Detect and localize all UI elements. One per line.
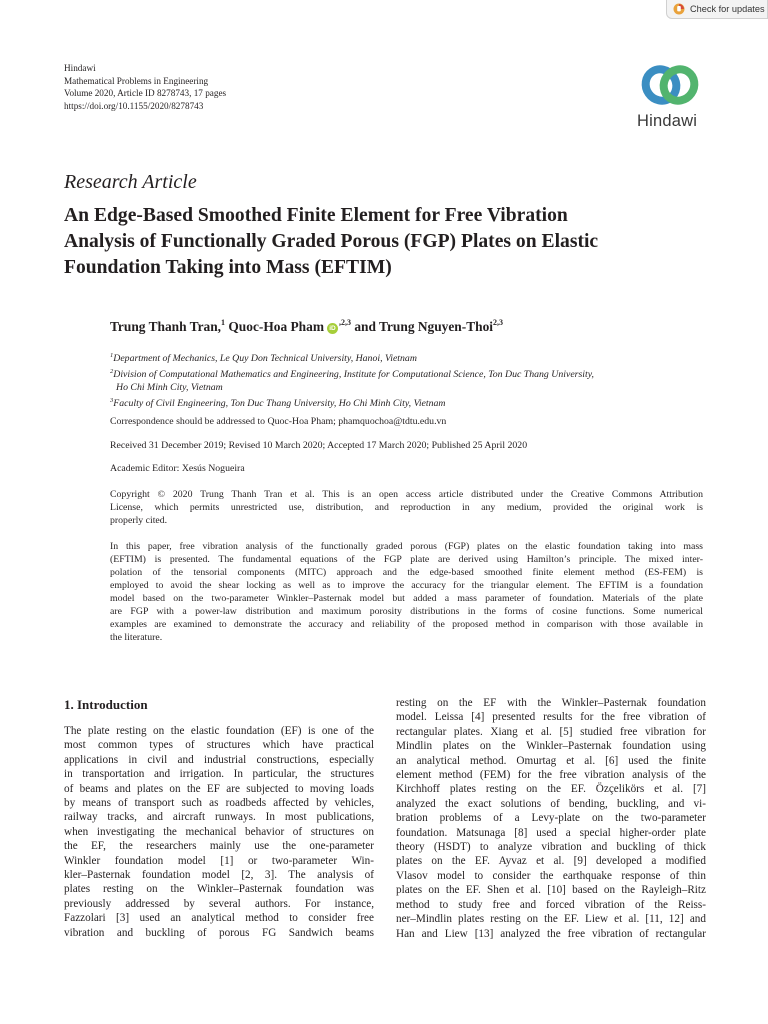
author-name: Quoc-Hoa Pham <box>228 319 324 334</box>
abstract-line: employed to avoid the shear locking as well as to improve the accuracy for the triangular element. The EFTIM is a foundation <box>110 580 703 591</box>
body-line: Fazzolari [3] used an analytical method to consider free <box>64 912 374 925</box>
journal-name: Mathematical Problems in Engineering <box>64 75 209 86</box>
title-line: An Edge-Based Smoothed Finite Element for Free Vibration <box>64 205 568 226</box>
orcid-icon[interactable]: iD <box>327 323 338 334</box>
abstract-line: model based on the two-parameter Winkler–Pasternak model but added a mass parameter of foundation. Materials of the plate <box>110 593 703 604</box>
abstract-line: the literature. <box>110 632 163 643</box>
body-line: plates resting on the Winkler–Pasternak foundation was <box>64 883 374 896</box>
logo-wordmark: Hindawi <box>637 112 698 130</box>
body-column-right <box>396 696 706 941</box>
check-updates-label: Check for updates <box>690 4 765 14</box>
body-line: Han and Liew [13] analyzed the free vibration of rectangular <box>396 927 706 940</box>
author-affil-sup: 1 <box>221 318 226 327</box>
body-line: in transportation and irrigation. In particular, the structures <box>64 768 374 781</box>
body-line: rectangular plates. Xiang et al. [5] studied free vibration for <box>396 725 706 738</box>
abstract-line: (EFTIM) is presented. The fundamental equations of the FGP plate are derived using Hamilton’s principle. The mixed inter- <box>110 554 703 565</box>
abstract-line: are FGP with a power-law distribution and maximum porosity distributions in the forms of cosine functions. Some numerical <box>110 606 703 617</box>
body-line: kler–Pasternak foundation model [2, 3]. The analysis of <box>64 869 374 882</box>
abstract-line: polation of the tensorial components (MITC) approach and the edge-based smoothed finite element method (ES-FEM) is <box>110 567 703 578</box>
author-name: and Trung Nguyen-Thoi <box>354 319 494 334</box>
affiliations <box>110 349 700 410</box>
section-heading: 1. Introduction <box>64 697 148 712</box>
body-line: Winkler foundation model [1] or two-parameter Win- <box>64 854 374 867</box>
article-type: Research Article <box>64 171 197 193</box>
publication-dates: Received 31 December 2019; Revised 10 March 2020; Accepted 17 March 2020; Published 25 April 2020 <box>110 440 528 451</box>
body-line: model. Leissa [4] presented results for the free vibration of <box>396 711 706 724</box>
body-line: when investigating the mechanical behavior of structures on <box>64 825 374 838</box>
body-line: of beams and plates on the EF are subjected to moving loads <box>64 782 374 795</box>
journal-header <box>64 62 226 112</box>
body-line: ner–Mindlin plates resting on the EF. Liew et al. [11, 12] and <box>396 913 706 926</box>
body-line: analyzed the exact solutions of bending, buckling, and vi- <box>396 797 706 810</box>
body-line: previously addressed by several authors. For instance, <box>64 897 374 910</box>
paper-title <box>64 203 714 281</box>
affiliation-line: $^2$Division of Computational Mathematics and Engineering, Institute for Computational Science, Ton Duc Thang University, <box>110 368 594 380</box>
volume-line: Volume 2020, Article ID 8278743, 17 pages <box>64 88 227 99</box>
abstract-line: examples are examined to demonstrate the accuracy and reliability of the proposed method in comparison with those available in <box>110 619 703 630</box>
copyright-line: properly cited. <box>110 515 168 526</box>
hindawi-logo-mark <box>640 62 700 108</box>
body-line: foundation. Matsunaga [8] used a special higher-order plate <box>396 826 706 839</box>
body-line: Mindlin plates on the Winkler–Pasternak foundation using <box>396 740 706 753</box>
academic-editor: Academic Editor: Xesús Nogueira <box>110 463 245 474</box>
copyright-line: Copyright © 2020 Trung Thanh Tran et al. This is an open access article distributed under the Creative Commons Attribution <box>110 489 703 500</box>
author-affil-sup: 2,3 <box>493 318 504 327</box>
affiliation-line: Ho Chi Minh City, Vietnam <box>116 382 223 393</box>
hindawi-logo <box>634 62 706 132</box>
check-for-updates-button[interactable] <box>666 0 768 19</box>
body-line: element method (FEM) for the free vibration analysis of the <box>396 769 706 782</box>
author-affil-sup: ,2,3 <box>338 318 351 327</box>
affiliation-line: $^1$Department of Mechanics, Le Quy Don Technical University, Hanoi, Vietnam <box>110 352 417 364</box>
author-name: Trung Thanh Tran, <box>110 319 222 334</box>
body-line: theory (HSDT) to analyze vibration and buckling of thick <box>396 841 706 854</box>
body-line: vibration and buckling of porous FG Sandwich beams <box>64 926 374 939</box>
copyright-line: License, which permits unrestricted use, distribution, and reproduction in any medium, provided the original work is <box>110 502 703 513</box>
body-line: method to study free and forced vibration of the Reiss- <box>396 898 706 911</box>
body-line: Kirchhoff plates resting on the EF. Özçelikörs et al. [7] <box>396 783 706 796</box>
body-line: Vlasov model to consider the earthquake response of thin <box>396 869 706 882</box>
check-updates-icon <box>673 3 685 15</box>
copyright-notice <box>110 488 703 527</box>
abstract-line: In this paper, free vibration analysis of the functionally graded porous (FGP) plates on the elastic foundation taking into mass <box>110 541 703 552</box>
body-line: most common types of structures which have practical <box>64 739 374 752</box>
title-line: Analysis of Functionally Graded Porous (FGP) Plates on Elastic <box>64 231 599 252</box>
publisher-name: Hindawi <box>64 63 96 73</box>
body-line: railway tracks, and aircraft runways. In most publications, <box>64 811 374 824</box>
body-column-left <box>64 724 374 940</box>
body-line: The plate resting on the elastic foundation (EF) is one of the <box>64 725 374 737</box>
body-line: plates on the EF. Shen et al. [10] based on the Rayleigh–Ritz <box>396 884 706 897</box>
body-line: bration problems of a Levy-plate on the two-parameter <box>396 812 706 825</box>
body-line: an analytical method. Omurtag et al. [6] used the finite <box>396 754 706 767</box>
correspondence-note: Correspondence should be addressed to Quoc-Hoa Pham; phamquochoa@tdtu.edu.vn <box>110 416 447 427</box>
body-line: applications in civil and industrial constructions, especially <box>64 753 374 766</box>
affiliation-line: $^3$Faculty of Civil Engineering, Ton Duc Thang University, Ho Chi Minh City, Vietnam <box>110 397 446 409</box>
body-line: resting on the EF with the Winkler–Pasternak foundation <box>396 697 706 709</box>
body-line: by means of transport such as roadbeds affected by vehicles, <box>64 797 374 810</box>
author-list <box>110 318 503 335</box>
body-line: plates on the EF. Ayvaz et al. [9] developed a modified <box>396 855 706 868</box>
title-line: Foundation Taking into Mass (EFTIM) <box>64 257 392 278</box>
body-line: the EF, the researchers mainly use the one-parameter <box>64 840 374 853</box>
doi-link[interactable]: https://doi.org/10.1155/2020/8278743 <box>64 100 204 111</box>
abstract <box>110 540 703 644</box>
